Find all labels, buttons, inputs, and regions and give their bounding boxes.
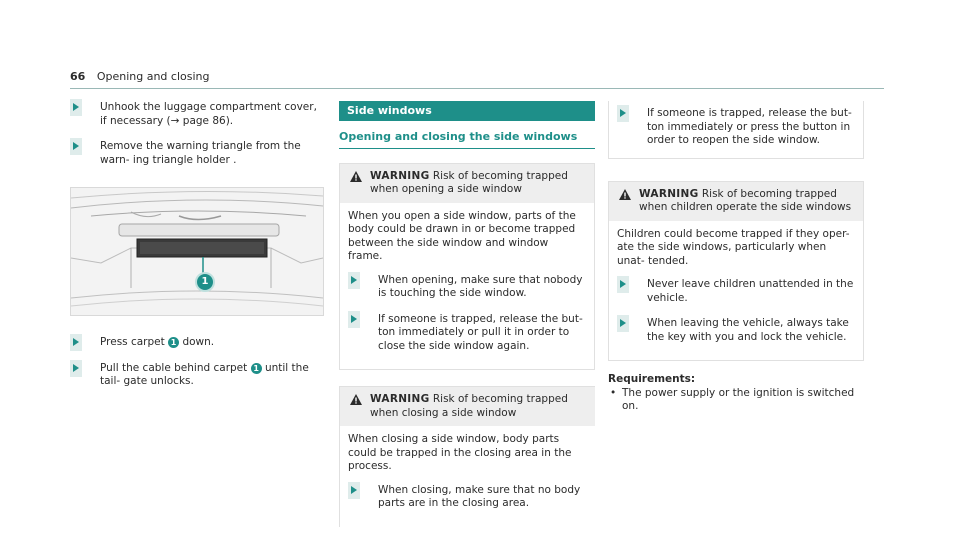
warning-header [340, 164, 594, 203]
step-text: Unhook the luggage compartment cover, if necessary (→ page 86). [100, 101, 317, 127]
column-2 [339, 101, 595, 527]
warning-body-text: When closing a side window, body parts could be trapped in the closing area in the process. [348, 433, 572, 472]
arrow-step-icon [70, 360, 82, 377]
warning-step [348, 484, 587, 511]
arrow-step-icon [348, 311, 360, 328]
warning-box [339, 163, 595, 371]
warning-head-text: Risk of becoming trapped when closing a side window [370, 393, 568, 419]
column-1 [70, 101, 326, 401]
warning-triangle-icon [350, 171, 362, 182]
luggage-illustration [71, 188, 323, 315]
subsection-title: Opening and closing the side windows [339, 130, 595, 149]
step-text-pre: Press carpet [100, 336, 165, 348]
warning-head-text: Risk of becoming trapped when opening a side window [370, 169, 568, 195]
page-title: Opening and closing [96, 70, 210, 83]
arrow-step-icon [70, 99, 82, 116]
step-text: When closing, make sure that no body parts are in the closing area. [378, 483, 581, 509]
arrow-step-icon [70, 334, 82, 351]
warning-body [609, 221, 863, 361]
requirement-item: • The power supply or the ignition is switched on. [608, 387, 864, 414]
step-text-pre: Pull the cable behind carpet [100, 361, 248, 374]
warning-step [617, 317, 855, 344]
step-text-post: until the tail- gate unlocks. [100, 361, 309, 387]
warning-triangle-icon [350, 394, 362, 405]
warning-triangle-icon [619, 189, 631, 200]
section-title: Side windows [339, 101, 595, 121]
warning-step [348, 274, 586, 301]
warning-box [339, 386, 595, 527]
callout-badge: 1 [195, 272, 215, 292]
step-press-carpet [70, 336, 326, 350]
header-rule [70, 88, 884, 89]
step-text: Remove the warning triangle from the warn- ing triangle holder . [100, 140, 301, 166]
column-3 [608, 101, 864, 414]
warning-label: WARNING [639, 187, 699, 200]
step-text: If someone is trapped, release the but- ton immediately or pull it in order to close the side window again. [378, 312, 583, 352]
arrow-step-icon [348, 482, 360, 499]
warning-body [340, 203, 594, 370]
arrow-step-icon [70, 138, 82, 155]
warning-head-text: Risk of becoming trapped when children operate the side windows [639, 187, 852, 213]
arrow-step-icon [348, 272, 360, 289]
callout-badge: 1 [251, 363, 262, 374]
page-header [70, 70, 209, 83]
step-pull-cable [70, 362, 326, 389]
warning-label: WARNING [370, 393, 430, 405]
warning-box [608, 181, 864, 362]
step-remove-triangle [70, 140, 326, 167]
arrow-step-icon [617, 315, 629, 332]
step-text-post: down. [182, 336, 215, 348]
arrow-step-icon [617, 276, 629, 293]
step-text: When leaving the vehicle, always take the key with you and lock the vehicle. [647, 317, 849, 343]
warning-step [348, 313, 586, 354]
warning-step [617, 278, 855, 305]
step-text: When opening, make sure that nobody is touching the side window. [378, 273, 583, 299]
callout-badge: 1 [168, 337, 179, 348]
luggage-compartment-figure [70, 187, 324, 316]
step-text: If someone is trapped, release the but- ton immediately or press the button in order to reopen the side window. [647, 107, 852, 146]
warning-body [340, 426, 595, 527]
warning-label: WARNING [370, 169, 430, 182]
page-number: 66 [70, 70, 86, 83]
step-unhook-cover [70, 101, 326, 128]
warning-body-text: When you open a side window, parts of the body could be drawn in or become trapped between the side window and window frame. [348, 209, 576, 262]
warning-header [609, 182, 863, 221]
step-text: Never leave children unattended in the vehicle. [647, 278, 854, 304]
warning-step [617, 107, 855, 148]
requirements-title: Requirements: [608, 373, 696, 385]
warning-body-text: Children could become trapped if they oper- ate the side windows, particularly when unat- tended. [617, 227, 850, 267]
arrow-step-icon [617, 105, 629, 122]
warning-header [340, 387, 595, 426]
warning-continuation [608, 101, 864, 159]
